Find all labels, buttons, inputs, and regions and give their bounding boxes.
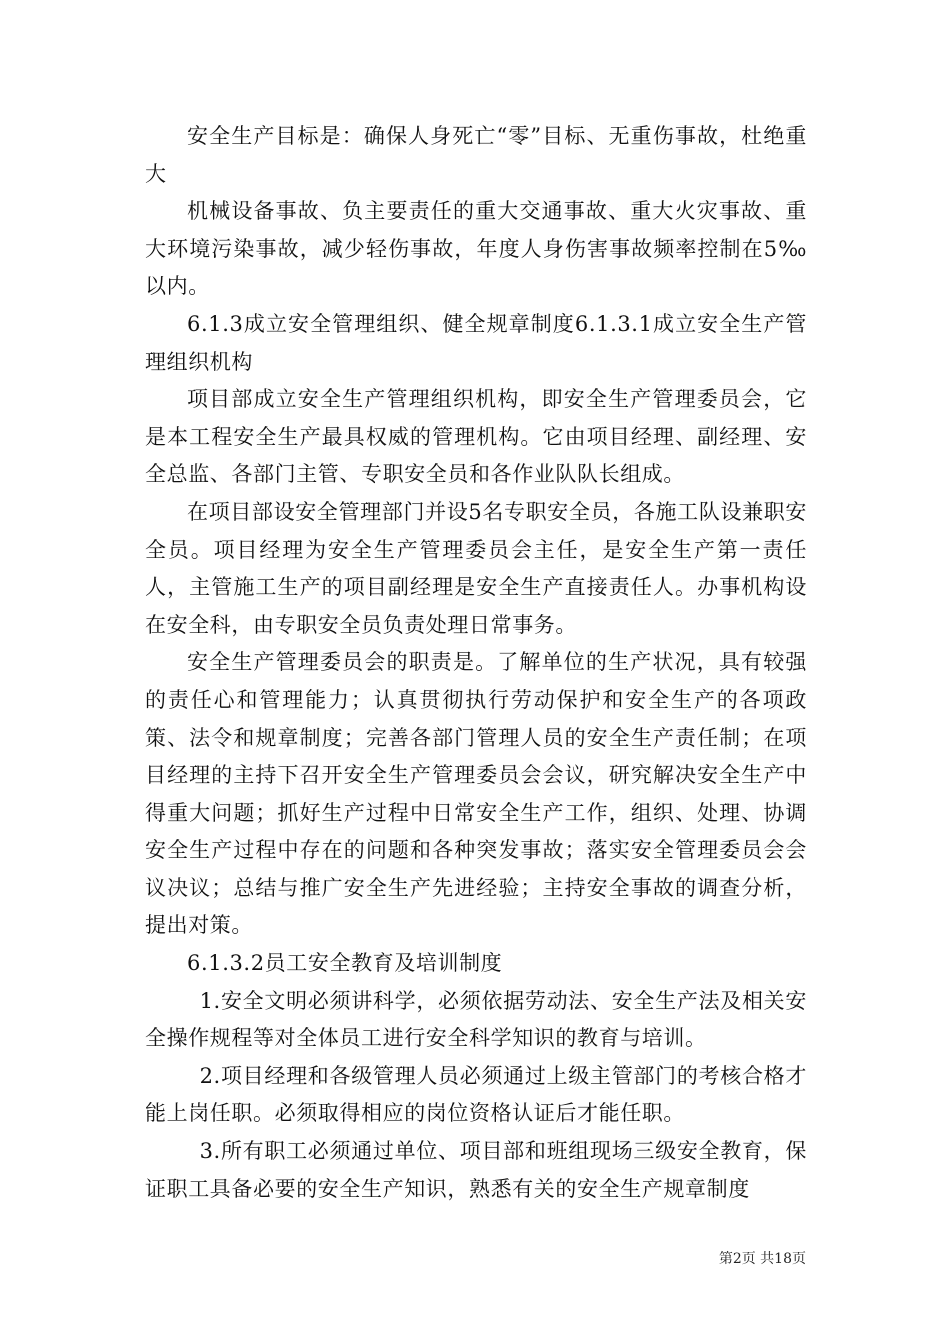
- paragraph-committee-setup: 项目部成立安全生产管理组织机构，即安全生产管理委员会，它是本工程安全生产最具权威的管理机构。它由项目经理、副经理、安全总监、各部门主管、专职安全员和各作业队队长组成。: [145, 387, 807, 487]
- page-footer: 第2页 共18页: [718, 1251, 806, 1267]
- list-item-3: 3.所有职工必须通过单位、项目部和班组现场三级安全教育，保证职工具备必要的安全生产知识，熟悉有关的安全生产规章制度: [145, 1139, 807, 1201]
- paragraph-safety-department: 在项目部设安全管理部门并设5名专职安全员，各施工队设兼职安全员。项目经理为安全生产管理委员会主任，是安全生产第一责任人，主管施工生产的项目副经理是安全生产直接责任人。办事机构设在安全科，由专职安全员负责处理日常事务。: [145, 499, 807, 637]
- list-item-2: 2.项目经理和各级管理人员必须通过上级主管部门的考核合格才能上岗任职。必须取得相应的岗位资格认证后才能任职。: [145, 1063, 807, 1126]
- paragraph-safety-goal: 安全生产目标是：确保人身死亡“零”目标、无重伤事故，杜绝重大: [145, 124, 807, 186]
- document-body: [145, 118, 807, 1208]
- section-heading-6-1-3-2: 6.1.3.2员工安全教育及培训制度: [187, 951, 503, 976]
- paragraph-committee-duties: 安全生产管理委员会的职责是。了解单位的生产状况，具有较强的责任心和管理能力；认真贯彻执行劳动保护和安全生产的各项政策、法令和规章制度；完善各部门管理人员的安全生产责任制；在项目经理的主持下召开安全生产管理委员会会议，研究解决安全生产中得重大问题；抓好生产过程中日常安全生产工作，组织、处理、协调安全生产过程中存在的问题和各种突发事故；落实安全管理委员会会议决议；总结与推广安全生产先进经验；主持安全事故的调查分析，提出对策。: [145, 650, 807, 938]
- section-heading-6-1-3: 6.1.3成立安全管理组织、健全规章制度6.1.3.1成立安全生产管理组织机构: [145, 311, 807, 374]
- paragraph-accident-targets: 机械设备事故、负主要责任的重大交通事故、重大火灾事故、重大环境污染事故，减少轻伤事故，年度人身伤害事故频率控制在5‰以内。: [145, 199, 807, 299]
- list-item-1: 1.安全文明必须讲科学，必须依据劳动法、安全生产法及相关安全操作规程等对全体员工进行安全科学知识的教育与培训。: [145, 988, 807, 1051]
